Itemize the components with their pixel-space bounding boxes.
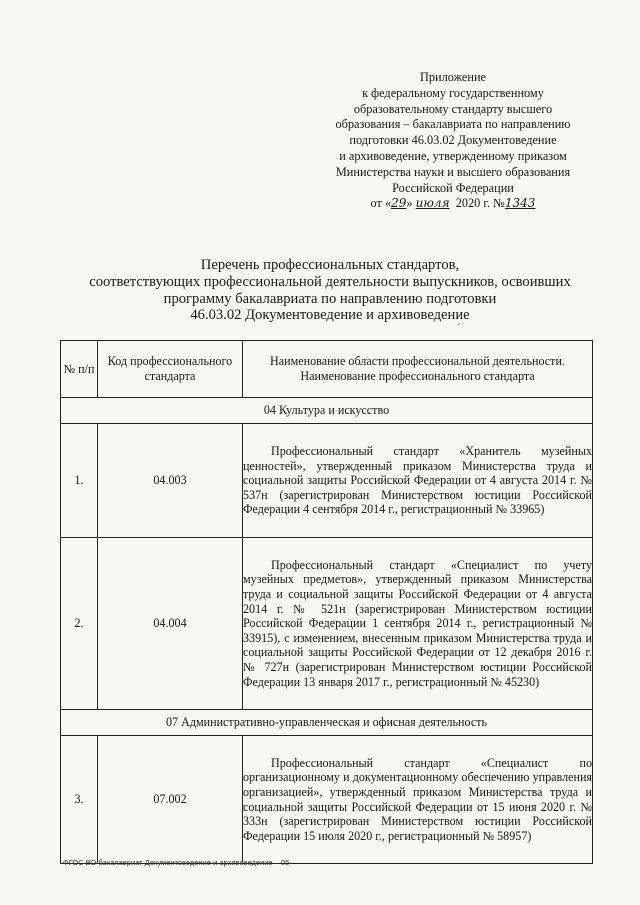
row-number: 1. — [61, 424, 98, 538]
table-row — [61, 736, 593, 864]
appendix-line: Российской Федерации — [392, 180, 514, 195]
date-mid: » — [406, 196, 413, 211]
title-line: 46.03.02 Документоведение и архивоведение — [190, 307, 470, 324]
title-line: программу бакалавриата по направлению подготовки — [163, 290, 497, 307]
table-header-row — [61, 341, 593, 398]
handwritten-day: 29 — [391, 196, 407, 211]
handwritten-month: июля — [415, 196, 450, 211]
header-num: № п/п — [61, 341, 98, 398]
page-footer: ФГОС ВО бакалавриат Документоведение и архивоведение – 05 — [63, 858, 290, 867]
appendix-line: к федеральному государственному — [362, 85, 544, 100]
standard-description — [243, 736, 593, 864]
section-row — [61, 398, 593, 424]
appendix-line: образовательному стандарту высшего — [353, 101, 553, 116]
appendix-line: образования – бакалавриата по направлению — [335, 117, 571, 132]
document-title — [60, 257, 600, 324]
header-name-line1: Наименование области профессиональной деятельности. — [270, 354, 565, 369]
row-number: 3. — [61, 736, 98, 864]
date-prefix: от « — [370, 196, 392, 211]
header-name-line2: Наименование профессионального стандарта — [300, 369, 535, 383]
appendix-line: и архивоведение, утвержденному приказом — [339, 148, 567, 163]
section-row — [61, 710, 593, 736]
title-line: соответствующих профессиональной деятельности выпускников, освоивших — [89, 273, 571, 290]
standard-code: 04.003 — [98, 424, 243, 538]
header-code: Код профессионального стандарта — [98, 341, 243, 398]
standard-code: 07.002 — [98, 736, 243, 864]
ink-mark: ˊ — [457, 323, 461, 334]
section-title: 07 Административно-управленческая и офисная деятельность — [61, 710, 593, 736]
header-name — [243, 341, 593, 398]
order-date-line — [318, 196, 588, 212]
table-row — [61, 538, 593, 710]
standard-code: 04.004 — [98, 538, 243, 710]
appendix-line: подготовки 46.03.02 Документоведение — [349, 133, 557, 148]
appendix-block — [318, 70, 588, 212]
handwritten-order-number: 1343 — [504, 196, 536, 211]
date-year: 2020 г. № — [455, 196, 505, 211]
standards-table — [60, 340, 593, 864]
section-title: 04 Культура и искусство — [61, 398, 593, 424]
standard-description — [243, 538, 593, 710]
appendix-line: Министерства науки и высшего образования — [335, 164, 571, 179]
standard-description — [243, 424, 593, 538]
standard-description-text: Профессиональный стандарт «Специалист по организационному и документационному обеспечению управления организацией», утвержденный приказом Министерства труда и социальной защиты Российской Федерации от 15 июня 2020 г. № 333н (зарегистрирован Министерством юстиции Российской Федерации 15 июля 2020 г., регистрационный № 58957) — [243, 755, 592, 843]
row-number: 2. — [61, 538, 98, 710]
standard-description-text: Профессиональный стандарт «Хранитель музейных ценностей», утвержденный приказом Министерства труда и социальной защиты Российской Федерации от 4 августа 2014 г. № 537н (зарегистрирован Министерством юстиции Российской Федерации 4 сентября 2014 г., регистрационный № 33965) — [243, 444, 592, 517]
appendix-line: Приложение — [420, 70, 486, 84]
standard-description-text: Профессиональный стандарт «Специалист по учету музейных предметов», утвержденный приказом Министерства труда и социальной защиты Российской Федерации от 4 августа 2014 г. № 521н (зарегистрирован Министерством юстиции Российской Федерации 1 сентября 2014 г., регистрационный № 33915), с изменением, внесенным приказом Министерства труда и социальной защиты Российской Федерации от 12 декабря 2016 г. № 727н (зарегистрирован Министерством юстиции Российской Федерации 13 января 2017 г., регистрационный № 45230) — [243, 557, 592, 689]
title-line: Перечень профессиональных стандартов, — [200, 257, 460, 273]
table-row — [61, 424, 593, 538]
